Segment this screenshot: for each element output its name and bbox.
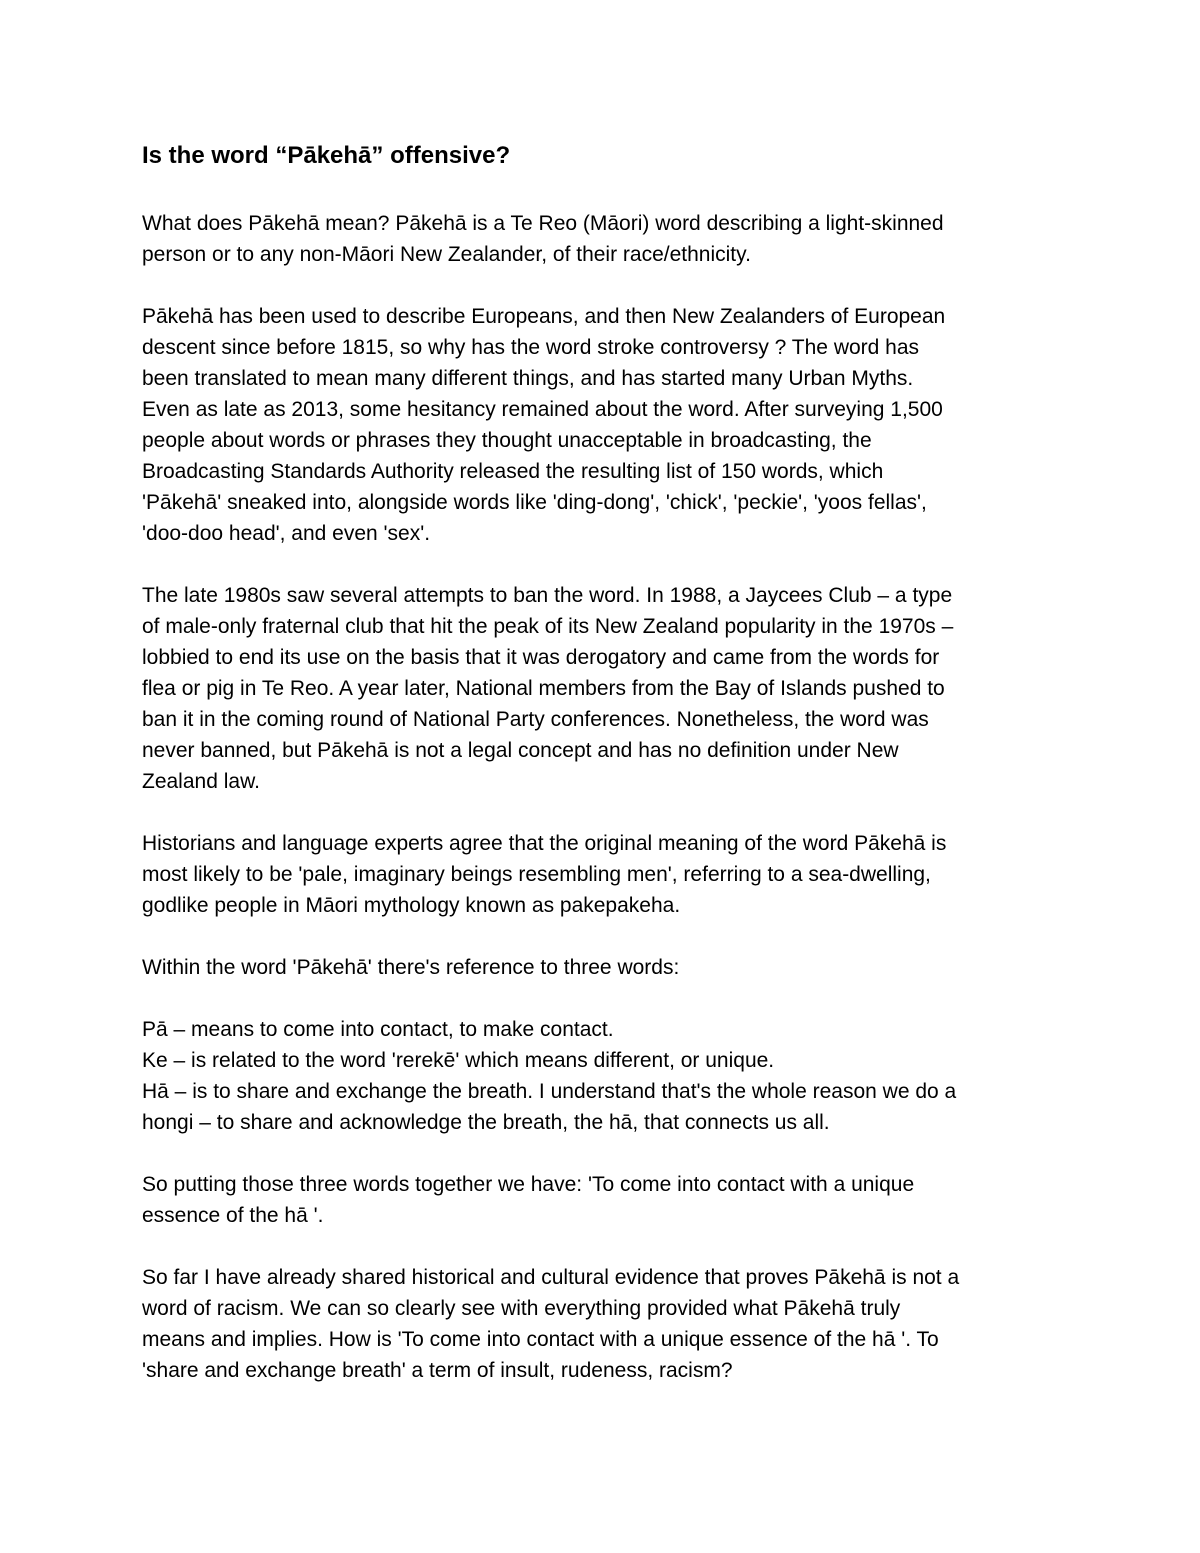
text-line: 'Pākehā' sneaked into, alongside words like 'ding-dong', 'chick', 'peckie', 'yoos fellas', [142,491,927,514]
text-line: essence of the hā '. [142,1204,324,1227]
text-line: Within the word 'Pākehā' there's reference to three words: [142,956,680,979]
paragraph-ban-attempts [142,580,1072,797]
document-title: Is the word “Pākehā” offensive? [142,142,511,169]
paragraph-conclusion [142,1262,1072,1386]
text-line: Historians and language experts agree that the original meaning of the word Pākehā is [142,832,947,855]
text-line: flea or pig in Te Reo. A year later, National members from the Bay of Islands pushed to [142,677,945,700]
text-line: Even as late as 2013, some hesitancy remained about the word. After surveying 1,500 [142,398,943,421]
text-line: lobbied to end its use on the basis that it was derogatory and came from the words for [142,646,940,669]
text-line: 'share and exchange breath' a term of insult, rudeness, racism? [142,1359,733,1382]
text-line: ban it in the coming round of National Party conferences. Nonetheless, the word was [142,708,929,731]
text-line: word of racism. We can so clearly see with everything provided what Pākehā truly [142,1297,901,1320]
paragraph-meaning [142,208,1072,270]
text-line: person or to any non-Māori New Zealander, of their race/ethnicity. [142,243,751,266]
text-line: Hā – is to share and exchange the breath. I understand that's the whole reason we do a [142,1080,957,1103]
paragraph-three-words-intro [142,952,1072,983]
text-line: of male-only fraternal club that hit the peak of its New Zealand popularity in the 1970s – [142,615,954,638]
text-line: people about words or phrases they thought unacceptable in broadcasting, the [142,429,872,452]
text-line: never banned, but Pākehā is not a legal concept and has no definition under New [142,739,899,762]
text-line: 'doo-doo head', and even 'sex'. [142,522,431,545]
text-line: So far I have already shared historical and cultural evidence that proves Pākehā is not a [142,1266,960,1289]
text-line: been translated to mean many different things, and has started many Urban Myths. [142,367,914,390]
text-line: Broadcasting Standards Authority released the resulting list of 150 words, which [142,460,884,483]
text-line: means and implies. How is 'To come into contact with a unique essence of the hā '. To [142,1328,939,1351]
text-line: godlike people in Māori mythology known as pakepakeha. [142,894,681,917]
text-line: hongi – to share and acknowledge the breath, the hā, that connects us all. [142,1111,830,1134]
paragraph-word-parts [142,1014,1072,1138]
paragraph-combined-meaning [142,1169,1072,1231]
paragraph-original-meaning [142,828,1072,921]
text-line: Pākehā has been used to describe Europeans, and then New Zealanders of European [142,305,946,328]
text-line: Ke – is related to the word 'rerekē' which means different, or unique. [142,1049,775,1072]
text-line: most likely to be 'pale, imaginary beings resembling men', referring to a sea-dwelling, [142,863,931,886]
text-line: Pā – means to come into contact, to make contact. [142,1018,614,1041]
text-line: What does Pākehā mean? Pākehā is a Te Reo (Māori) word describing a light-skinned [142,212,944,235]
text-line: The late 1980s saw several attempts to ban the word. In 1988, a Jaycees Club – a type [142,584,953,607]
paragraph-history [142,301,1072,549]
text-line: So putting those three words together we have: 'To come into contact with a unique [142,1173,915,1196]
text-line: descent since before 1815, so why has the word stroke controversy ? The word has [142,336,920,359]
document-page [142,140,1072,1417]
text-line: Zealand law. [142,770,260,793]
